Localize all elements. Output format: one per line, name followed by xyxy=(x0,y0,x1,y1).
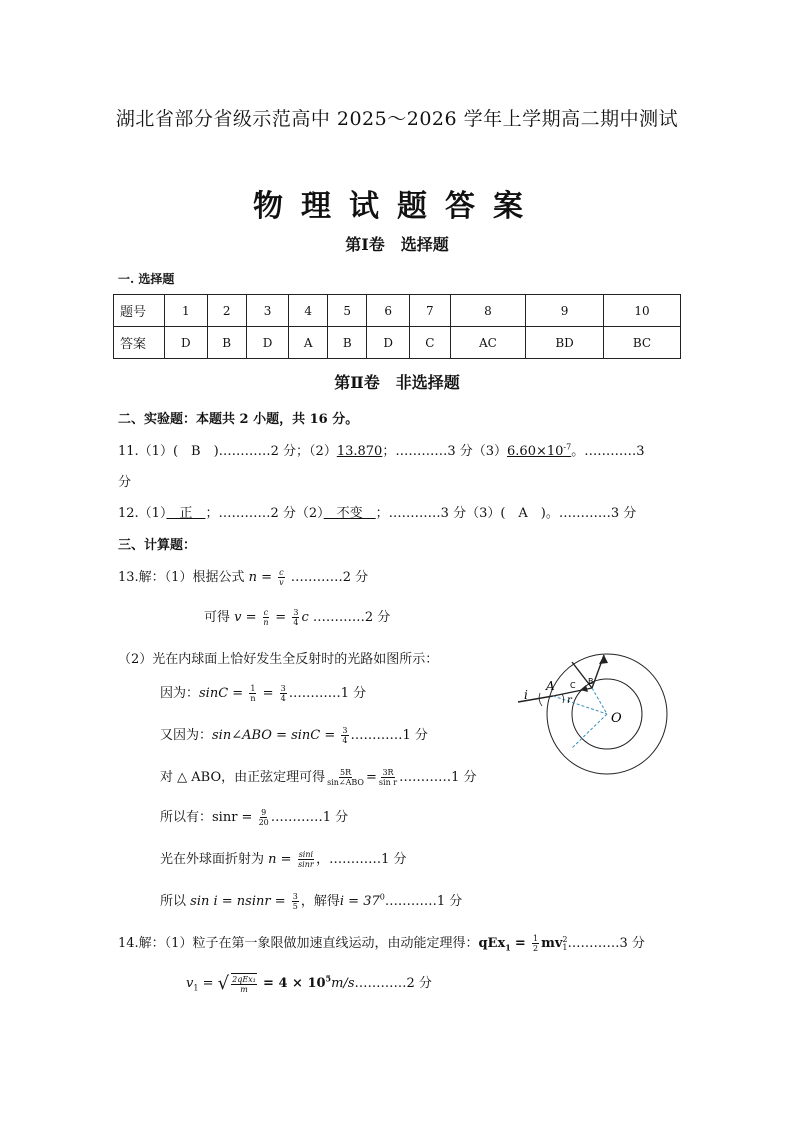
table-cell: 7 xyxy=(409,295,450,327)
table-header-cell: 答案 xyxy=(114,327,165,359)
q12-answer1: 正 xyxy=(166,506,206,521)
fraction xyxy=(341,726,348,745)
table-cell: 4 xyxy=(289,295,328,327)
part1-title: 第Ⅰ卷 选择题 xyxy=(345,235,449,254)
denominator: 20 xyxy=(258,818,269,827)
numerator: c xyxy=(279,568,284,577)
q13-line1 xyxy=(118,566,368,587)
superscript: 0 xyxy=(379,892,385,902)
fraction xyxy=(259,808,269,827)
fraction xyxy=(379,768,397,787)
q11-answer2: 13.870 xyxy=(336,444,383,459)
q11-continuation: 分 xyxy=(118,475,132,490)
q13-formula: sinC = xyxy=(199,686,244,701)
q13-text: ，解得 xyxy=(300,894,340,909)
equals: = xyxy=(275,610,287,625)
q12-part1: 12.（1） xyxy=(118,506,167,521)
radius-line-a xyxy=(553,696,607,714)
q14-formula: qEx xyxy=(478,936,506,951)
section3-heading: 三、计算题： xyxy=(118,538,197,553)
fraction xyxy=(278,568,284,587)
table-cell: A xyxy=(289,327,328,359)
table-cell: D xyxy=(165,327,208,359)
table-header-cell: 题号 xyxy=(114,295,165,327)
q13-text: 所以有：sinr = xyxy=(160,810,253,825)
numerator: sini xyxy=(298,850,314,859)
table-cell: AC xyxy=(450,327,525,359)
q14-line1 xyxy=(118,932,645,953)
angle-arc-r xyxy=(562,694,564,703)
denominator: 5 xyxy=(292,902,298,911)
label-b: B xyxy=(588,677,594,686)
denominator: 2 xyxy=(532,944,539,953)
subscript: 1 xyxy=(193,983,199,993)
score: …………3 分 xyxy=(567,936,645,951)
table-cell: BD xyxy=(526,327,604,359)
score: …………1 分 xyxy=(399,770,477,785)
label-o: O xyxy=(611,711,622,726)
q13-text: 对 △ ABO，由正弦定理可得 xyxy=(160,770,326,785)
q13-line9 xyxy=(160,890,462,911)
numerator: 1 xyxy=(250,684,256,693)
label-a: A xyxy=(546,679,555,693)
q13-formula: n = xyxy=(248,570,272,585)
q14-formula: mv xyxy=(541,936,563,951)
page-title: 物理试题答案 xyxy=(253,189,541,224)
superscript: 2 xyxy=(562,934,568,944)
table-cell: B xyxy=(207,327,246,359)
q13-text: 可得 xyxy=(204,610,231,625)
numerator: 1 xyxy=(532,934,539,943)
score: …………1 分 xyxy=(270,810,349,825)
table-row xyxy=(114,327,681,359)
numerator: 3 xyxy=(293,608,299,617)
q13-result: i = 37 xyxy=(339,894,380,909)
square-root xyxy=(218,973,259,994)
q13-line8 xyxy=(160,848,406,869)
fraction xyxy=(249,684,256,703)
table-cell: 1 xyxy=(165,295,208,327)
subscript: 1 xyxy=(505,942,511,953)
section2-heading: 二、实验题：本题共 2 小题，共 16 分。 xyxy=(118,412,359,427)
part2-title: 第Ⅱ卷 非选择题 xyxy=(334,373,460,392)
table-cell: 9 xyxy=(526,295,604,327)
q13-formula: sin∠ABO = sinC = xyxy=(212,728,336,743)
table-cell: 8 xyxy=(450,295,525,327)
numerator: c xyxy=(263,608,269,617)
section1-heading: 一. 选择题 xyxy=(118,272,175,286)
arrow-head-icon xyxy=(599,655,608,664)
answer-table xyxy=(113,294,681,359)
radius-line-c xyxy=(572,714,607,748)
score: ，…………1 分 xyxy=(316,852,407,867)
q13-line2 xyxy=(204,606,390,627)
q13-formula: n = xyxy=(268,852,292,867)
q14-text: 14.解：（1）粒子在第一象限做加速直线运动，由动能定理得： xyxy=(118,936,479,951)
q12-answer2: 不变 xyxy=(323,506,376,521)
label-r: r xyxy=(567,695,572,706)
table-cell: 2 xyxy=(207,295,246,327)
superscript: 5 xyxy=(325,973,332,984)
score: …………1 分 xyxy=(384,894,463,909)
q11-answer3 xyxy=(507,444,571,459)
numerator: 5R xyxy=(339,768,352,777)
denominator: n xyxy=(250,694,256,703)
q12-part3: ；…………3 分（3）( A )。…………3 分 xyxy=(375,506,637,521)
q13-line5 xyxy=(160,724,428,745)
fraction xyxy=(327,768,364,787)
q13-line4: 因为：sinC = $\frac{1}{n}$ = $\frac{3}{4}$ …………1 分 xyxy=(160,684,367,703)
exam-header: 湖北省部分省级示范高中 2025～2026 学年上学期高二期中测试 xyxy=(115,108,679,130)
q11-answer3-exp: -7 xyxy=(563,442,572,452)
score: …………1 分 xyxy=(288,686,367,701)
fraction xyxy=(231,973,257,994)
fraction xyxy=(292,892,299,911)
angle-arc-i xyxy=(539,693,542,706)
table-cell: BC xyxy=(603,327,680,359)
table-cell: 3 xyxy=(246,295,289,327)
q13-line7 xyxy=(160,806,348,827)
radical-sign: √ xyxy=(217,973,230,994)
equals: = xyxy=(514,936,526,951)
q13-text: 所以 xyxy=(160,894,187,909)
q13-formula: sin i = nsinr = xyxy=(190,894,286,909)
q11-part3: 。…………3 xyxy=(571,444,645,459)
q13-line3: （2）光在内球面上恰好发生全反射时的光路如图所示： xyxy=(118,652,439,667)
table-cell: C xyxy=(409,327,450,359)
q11-answer3-base: 6.60×10 xyxy=(507,444,564,459)
numerator: 2qEx₁ xyxy=(232,975,256,984)
q13-text: 因为： xyxy=(160,686,200,701)
q13-text: 光在外球面折射为 xyxy=(160,852,265,867)
denominator: n xyxy=(263,618,269,627)
fraction xyxy=(298,850,314,869)
radius-line-b xyxy=(592,688,607,714)
label-c: C xyxy=(570,681,576,690)
denominator: 4 xyxy=(342,736,348,745)
q11-line xyxy=(118,440,644,459)
numerator: 3 xyxy=(342,726,348,735)
label-i: i xyxy=(524,688,528,702)
score: …………2 分 xyxy=(312,610,391,625)
numerator: 3 xyxy=(292,892,298,901)
fraction xyxy=(263,608,269,627)
score: …………2 分 xyxy=(354,976,432,991)
denominator: 4 xyxy=(280,694,286,703)
subscript: 1 xyxy=(562,942,568,952)
fraction xyxy=(292,608,299,627)
q13-text: 13.解：（1）根据公式 xyxy=(118,570,245,585)
q14-result: = 4 × 10 xyxy=(263,976,326,991)
table-row xyxy=(114,295,681,327)
denominator: 4 xyxy=(293,618,299,627)
denominator: sin r xyxy=(378,778,398,787)
denominator: v xyxy=(279,578,284,587)
denominator: sinr xyxy=(298,860,314,869)
denominator: m xyxy=(240,985,248,994)
denominator: sin∠ABO xyxy=(327,778,364,787)
q13-formula: v = xyxy=(234,610,257,625)
table-cell: D xyxy=(367,327,410,359)
variable: v xyxy=(186,976,194,991)
q12-part2: ；…………2 分（2） xyxy=(205,506,324,521)
numerator: 9 xyxy=(261,808,267,817)
q11-part2: ；…………3 分（3） xyxy=(382,444,508,459)
q13-text: 又因为： xyxy=(160,728,213,743)
table-cell: B xyxy=(328,327,367,359)
fraction xyxy=(532,934,539,953)
table-cell: 5 xyxy=(328,295,367,327)
optics-diagram xyxy=(510,640,680,790)
score: …………1 分 xyxy=(350,728,428,743)
variable: c xyxy=(301,610,309,625)
table-cell: D xyxy=(246,327,289,359)
q13-line6: 对 △ ABO，由正弦定理可得 $\frac{5R}{\text{sin∠ABO}}$ = $\frac{3R}{\text{sin r}}$ …………1 分 xyxy=(160,768,477,787)
score: …………2 分 xyxy=(290,570,369,585)
table-cell: 6 xyxy=(367,295,410,327)
q11-part1: 11.（1）( B )…………2 分；（2） xyxy=(118,444,337,459)
q12-line xyxy=(118,502,636,521)
numerator: 3 xyxy=(280,684,286,693)
numerator: 3R xyxy=(382,768,394,777)
q14-line2: $v_1$ = √ $\frac{\text{2qEx₁}}{m}$ = $4 \times 10^5m/s\dots\dots\dots\dots 2$ 分 xyxy=(186,973,432,994)
table-cell: 10 xyxy=(603,295,680,327)
fraction xyxy=(280,684,287,703)
unit: m/s xyxy=(331,976,355,991)
